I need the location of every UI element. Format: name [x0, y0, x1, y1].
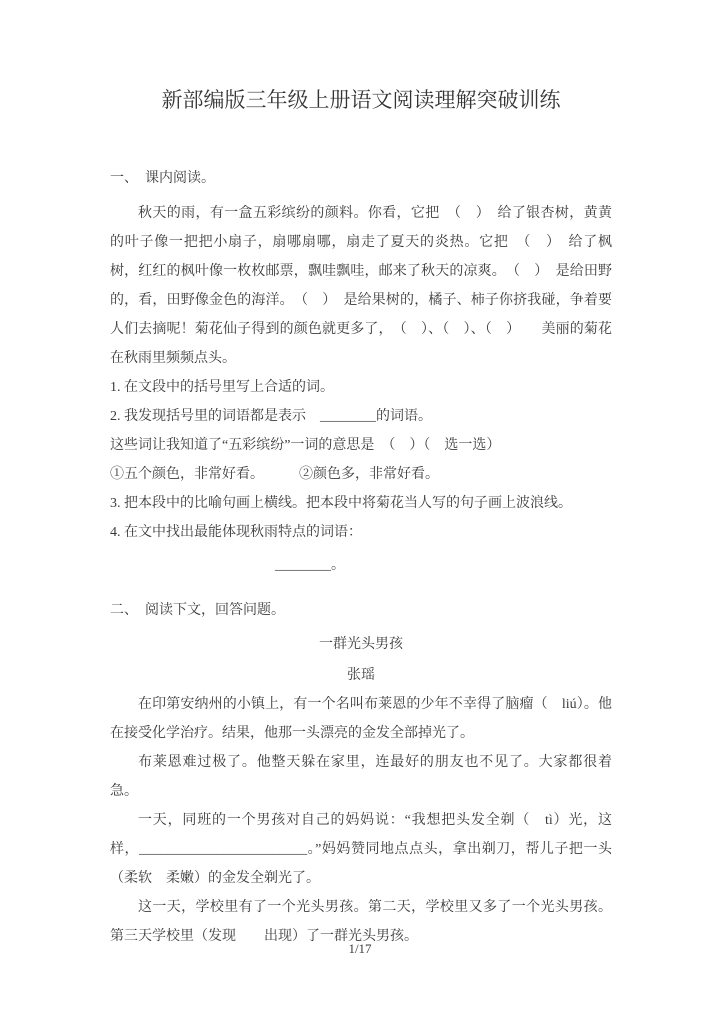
passage-author: 张瑶: [347, 668, 375, 683]
section1-question-4: 4. 在文中找出最能体现秋雨特点的词语：: [110, 525, 362, 540]
section1-question-2-select-prompt: 这些词让我知道了“五彩缤纷”一词的意思是 （ ）（ 选一选）: [110, 438, 501, 453]
answer-blank-line: ________。: [275, 558, 345, 573]
section1-question-2-options: ①五个颜色，非常好看。 ②颜色多，非常好看。: [110, 467, 439, 482]
page-number: 1/17: [348, 941, 372, 956]
section1-heading: 一、 课内阅读。: [110, 171, 215, 186]
passage-paragraph-4: 这一天，学校里有了一个光头男孩。第二天，学校里又多了一个光头男孩。第三天学校里（发现 出现）了一群光头男孩。: [110, 900, 612, 944]
passage-paragraph-2: 布莱恩难过极了。他整天躲在家里，连最好的朋友也不见了。大家都很着急。: [110, 755, 612, 799]
section1-question-3: 3. 把本段中的比喻句画上横线。把本段中将菊花当人写的句子画上波浪线。: [110, 496, 572, 511]
document-title: 新部编版三年级上册语文阅读理解突破训练: [161, 88, 561, 112]
document-page: [110, 84, 612, 951]
passage-paragraph-3: 一天，同班的一个男孩对自己的妈妈说：“我想把头发全剃（ tì）光，这样，________________________。”妈妈赞同地点点头，拿出剃刀，帮儿子把一头（柔软 柔嫩）的金发全剃光了。: [110, 813, 612, 886]
section1-question-1: 1. 在文段中的括号里写上合适的词。: [110, 380, 334, 395]
section1-question-2: 2. 我发现括号里的词语都是表示 ________的词语。: [110, 409, 432, 424]
section2-heading: 二、 阅读下文，回答问题。: [110, 603, 285, 618]
passage-paragraph-1: 在印第安纳州的小镇上，有一个名叫布莱恩的少年不幸得了脑瘤（ liú）。他在接受化学治疗。结果，他那一头漂亮的金发全部掉光了。: [110, 697, 612, 741]
section1-passage: 秋天的雨，有一盒五彩缤纷的颜料。你看，它把 （ ） 给了银杏树，黄黄的叶子像一把把小扇子，扇哪扇哪，扇走了夏天的炎热。它把 （ ） 给了枫树，红红的枫叶像一枚枚邮票，飘哇飘哇，邮来了秋天的凉爽。 （ ） 是给田野的，看，田野像金色的海洋。 （ ） 是给果树的，橘子、柿子你挤我碰，争着要人们去摘呢！菊花仙子得到的颜色就更多了， （ ）、（ ）、（ ） 美丽的菊花在秋雨里频频点头。: [110, 206, 612, 366]
passage-title: 一群光头男孩: [319, 637, 403, 652]
